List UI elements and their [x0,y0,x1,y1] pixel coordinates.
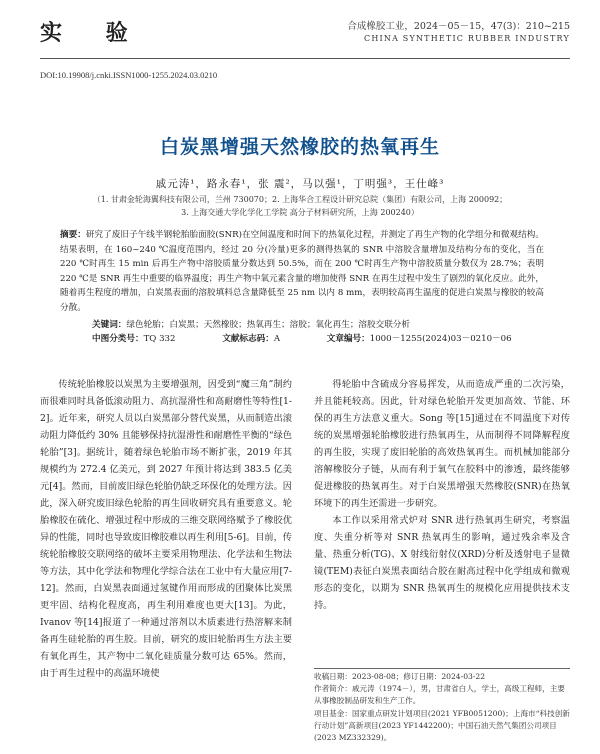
footnote-divider [314,668,570,669]
footnotes [314,671,570,744]
body-paragraph: 传统轮胎橡胶以炭黑为主要增强剂，因受到“魔三角”制约而很难同时具备低滚动阻力、高抗湿滑性和高耐磨性等特性[1-2]。近年来，研究人员以白炭黑部分替代炭黑，从而制造出滚动阻力降低约 30% 且能够保持抗湿滑性和耐磨性平衡的“绿色轮胎”[3]。据统计，随着绿色轮胎市场不断扩张，2019 年其规模约为 272.4 亿美元，到 2027 年预计将达到 383.5 亿美元[4]。然而，目前废旧绿色轮胎仍缺乏环保化的处理方法。因此，深入研究废旧绿色轮胎的再生回收研究具有重要意义。轮胎橡胶在硫化、增强过程中形成的三维交联网络赋予了橡胶优异的性能，同时也导致废旧橡胶难以再生利用[5-6]。目前，传统轮胎橡胶交联网络的破坏主要采用物理法、化学法和生物法等方法，其中化学法和物理化学综合法在工业中有大量应用[7-12]。然而，白炭黑表面通过氢键作用而形成的团聚体比炭黑更牢固、结构化程度高，再生利用难度也更大[13]。为此，Ivanov 等[14]报道了一种通过溶剂以木质素进行热溶解来制备再生硅轮胎的再生胶。目前，研究的废旧轮胎再生方法主要有氧化再生，其产物中二氧化硅质量分数可达 65%。然而，由于再生过程中的高温环境使 [40,379,292,679]
section-title: 实 验 [40,20,146,46]
doi[interactable]: DOI:10.19908/j.cnki.ISSN1000-1255.2024.03.0210 [40,70,218,80]
document-code: 文献标志码：A [222,334,281,344]
journal-citation: 合成橡胶工业，2024－05－15，47(3)：210~215 [347,21,570,32]
keywords [92,318,552,330]
article-title: 白炭黑增强天然橡胶的热氧再生 [159,136,440,158]
body-column-left [40,376,292,682]
abstract-label: 摘要： [60,230,86,240]
keywords-label: 关键词： [92,320,127,330]
affiliation-line: 3. 上海交通大学化学化工学院 高分子材料研究所，上海 200240） [181,208,419,217]
journal-name-en: CHINA SYNTHETIC RUBBER INDUSTRY [364,34,570,43]
affiliation-line: （1. 甘肃金轮海翼科技有限公司，兰州 730070；2. 上海华合工程设计研究总院（集团）有限公司，上海 200092； [92,195,508,204]
body-column-right [314,376,570,614]
body-paragraph: 本工作以采用常式炉对 SNR 进行热氧再生研究，考察温度、失重分析等对 SNR 热氧再生的影响，通过残余率及含量、热重分析(TG)、X 射线衍射仪(XRD)分析及透射电子显微镜(TEM)表征白炭黑表面结合胶在耐高过程中化学组成和微观形态的变化，以期为 SNR 热氧再生的规模化应用提供技术支持。 [314,515,570,611]
footnote-funding: 项目基金：国家重点研发计划项目(2021 YFB0051200)；上海市“科技创新行动计划”高新项目(2023 YF1442200)；中国石油天然气集团公司项目(2023 MZ332329)。 [314,708,570,743]
header-divider [40,58,570,59]
footnote-author-bio: 作者简介：戚元涛（1974－），男，甘肃省白人，学士，高级工程师，主要从事橡胶制品研发和生产工作。 [314,684,565,706]
abstract-text: 研究了废旧子午线半钢轮胎胎面胶(SNR)在空间温度和时间下的热氧化过程，并测定了再生产物的化学组分和微观结构。结果表明，在 160~240 ℃温度范围内，经过 20 分(冷量)更多的测得热氧的 SNR 中溶胶含量增加及结构分布的变化，当在 220 ℃时再生 15 min 后再生产物中溶胶质量分数达到 50.5%，而在 200 ℃时再生产物中溶胶质量分数仅为 28.7%；表明 220 ℃是 SNR 再生中重要的临界温度；再生产物中氧元素含量的增加使得 SNR 在再生过程中发生了剧烈的氧化反应。此外，随着再生程度的增加，白炭黑表面的溶胶填料总含量降低至 25 nm 以内 8 mm，表明较高再生温度的促进白炭黑与橡胶的较高分散。 [60,230,544,313]
keywords-text: 绿色轮胎；白炭黑；天然橡胶；热氧再生；溶胶；氧化再生；溶胶交联分析 [126,320,410,330]
abstract [60,228,544,316]
clc-number: 中图分类号：TQ 332 [92,334,176,344]
author-list: 戚元涛¹，路永春¹，张 震²，马以强¹，丁明强³，王仕峰³ [155,178,445,190]
body-paragraph: 得轮胎中含硫成分容易挥发，从而造成严重的二次污染，并且能耗较高。因此，针对绿色轮胎开发更加高效、节能、环保的再生方法意义重大。Song 等[15]通过在不同温度下对传统的炭黑增强轮胎橡胶进行热氧再生，从而制得不同降解程度的再生胶，实现了废旧轮胎的高效热氧再生。而机械加能部分溶解橡胶分子链，从而有利于氧气在胶料中的渗透，最终能够促进橡胶的热氧再生。对于白炭黑增强天然橡胶(SNR)在热氧环境下的再生还需进一步研究。 [314,379,570,509]
page-header [40,10,570,62]
footnote-received: 收稿日期：2023-08-08；修订日期：2024-03-22 [314,672,486,681]
classification-row [92,332,552,344]
article-number: 文章编号：1000－1255(2024)03－0210－06 [326,334,512,344]
